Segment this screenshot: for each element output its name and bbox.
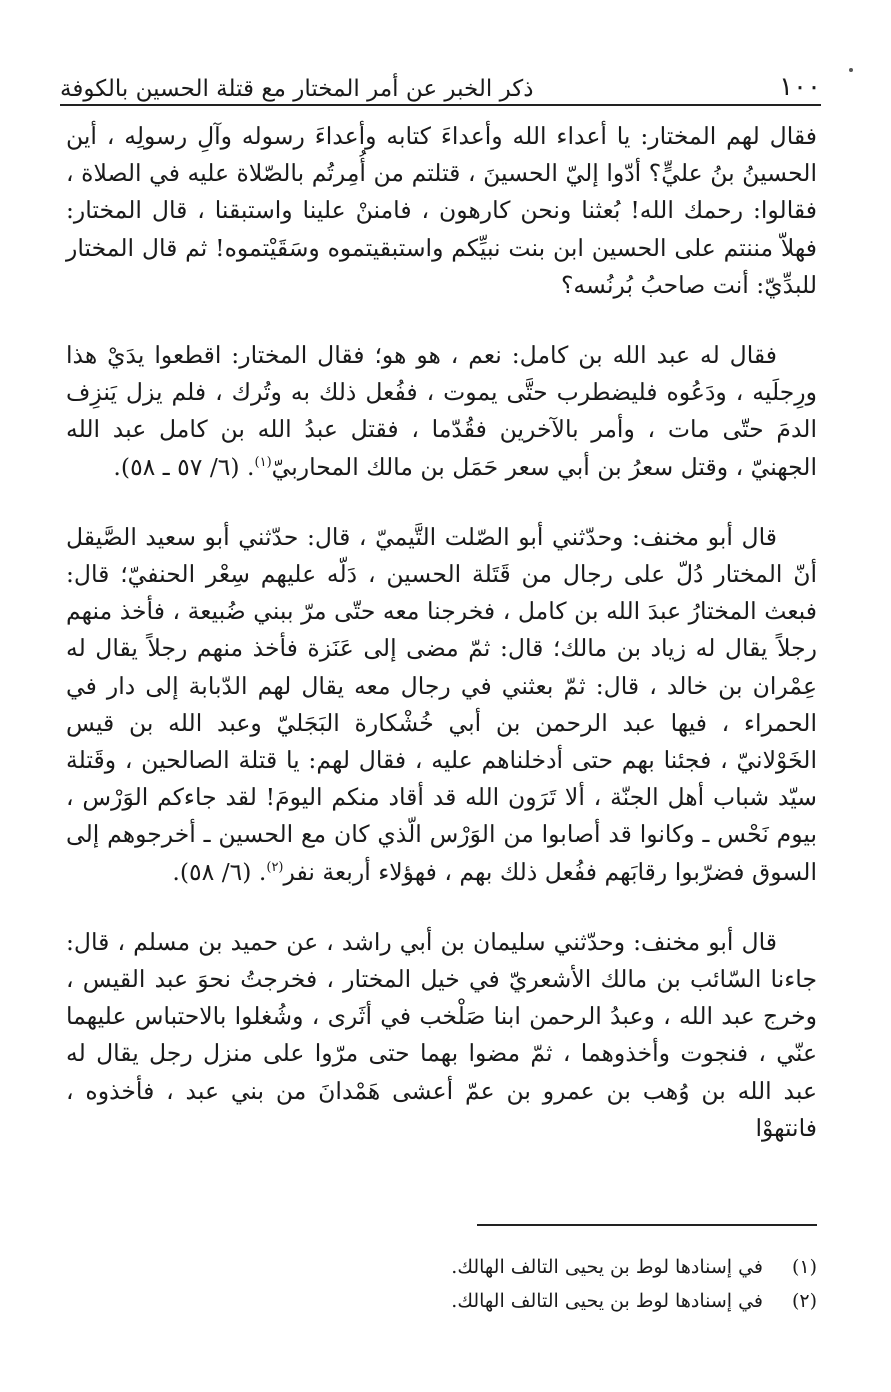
body-text xyxy=(66,118,817,1180)
paragraph-3 xyxy=(66,519,817,891)
paragraph-1 xyxy=(66,118,817,304)
header-rule xyxy=(60,104,821,106)
paragraph-3-text: قال أبو مخنف: وحدّثني أبو الصّلت التَّيميّ ، قال: حدّثني أبو سعيد الصَّيقل أنّ المختار دُلّ على رجال من قَتَلة الحسين ، دَلّه عليهم سِعْر الحنفيّ؛ قال: فبعث المختارُ عبدَ الله بن كامل ، فخرجنا معه حتّى مرّ ببني ضُبيعة ، فأخذ منهم رجلاً يقال له زياد بن مالك؛ قال: ثمّ مضى إلى عَنَزة فأخذ منهم رجلاً يقال له عِمْران بن خالد ، قال: ثمّ بعثني في رجال معه يقال لهم الدّبابة إلى دار في الحمراء ، فيها عبد الرحمن بن أبي خُشْكارة البَجَليّ وعبد الله بن قيس الخَوْلانيّ ، فجئنا بهم حتى أدخلناهم عليه ، فقال لهم: يا قتلة الصالحين ، وقَتلة سيّد شباب أهل الجنّة ، ألا تَرَون الله قد أقاد منكم اليومَ! لقد جاءكم الوَرْس ، بيوم نَحْس ـ وكانوا قد أصابوا من الوَرْس الّذي كان مع الحسين ـ أخرجوهم إلى السوق فضرّبوا رقابَهم ففُعل ذلك بهم ، فهؤلاء أربعة نفر xyxy=(66,522,817,886)
footnote-rule xyxy=(477,1224,817,1226)
paragraph-1-text: فقال لهم المختار: يا أعداء الله وأعداءَ كتابه وأعداءَ رسوله وآلِ رسولِه ، أين الحسينُ بنُ عليٍّ؟ أدّوا إليّ الحسينَ ، قتلتم من أُمِرتُم بالصّلاة عليه في الصلاة ، فقالوا: رحمك الله! بُعثنا ونحن كارهون ، فامننْ علينا واستبقنا ، قال المختار: فهلاّ مننتم على الحسين ابن بنت نبيِّكم واستبقيتموه وسَقَيْتموه! ثم قال المختار للبدِّيّ: أنت صاحبُ بُرنُسه؟ xyxy=(66,122,817,299)
paragraph-2-text: فقال له عبد الله بن كامل: نعم ، هو هو؛ فقال المختار: اقطعوا يدَيْ هذا ورِجلَيه ، ودَعُوه فليضطرب حتَّى يموت ، ففُعل ذلك به وتُرك ، فلم يزل يَنزِف الدمَ حتّى مات ، وأمر بالآخرين فقُدّما ، فقتل عبدُ الله بن كامل عبد الله الجهنيّ ، وقتل سعرُ بن أبي سعر حَمَل بن مالك المحاربيّ xyxy=(66,341,817,481)
footnote-item xyxy=(300,1284,817,1318)
footnote-ref-2[interactable]: (٢) xyxy=(266,859,284,875)
paragraph-4 xyxy=(66,924,817,1147)
corner-dot-mark xyxy=(849,68,853,72)
paragraph-3-citation: . (٦/ ٥٨). xyxy=(172,857,267,886)
footnote-marker: (٢) xyxy=(791,1290,817,1312)
paragraph-2 xyxy=(66,337,817,486)
footnote-ref-1[interactable]: (١) xyxy=(254,454,272,470)
header-title: ذكر الخبر عن أمر المختار مع قتلة الحسين بالكوفة xyxy=(60,76,534,102)
footnote-item xyxy=(300,1250,817,1284)
paragraph-2-citation: . (٦/ ٥٧ ـ ٥٨). xyxy=(113,452,255,481)
running-header xyxy=(60,58,821,102)
footnote-marker: (١) xyxy=(791,1256,817,1278)
footnote-text: في إسنادها لوط بن يحيى التالف الهالك. xyxy=(451,1256,763,1278)
paragraph-4-text: قال أبو مخنف: وحدّثني سليمان بن أبي راشد ، عن حميد بن مسلم ، قال: جاءنا السّائب بن مالك الأشعريّ في خيل المختار ، فخرجتُ نحوَ عبد القيس ، وخرج عبد الله ، وعبدُ الرحمن ابنا صَلْخب في أثَرى ، وشُغلوا بالاحتباس عليهما عنّي ، فنجوت وأخذوهما ، ثمّ مضوا بهما حتى مرّوا على منزل رجل يقال له عبد الله بن وُهب بن عمرو بن عمّ أعشى هَمْدانَ من بني عبد ، فأخذوه ، فانتهوْا xyxy=(66,927,817,1142)
page-number: ١٠٠ xyxy=(779,72,821,102)
footnotes xyxy=(300,1250,817,1318)
footnote-text: في إسنادها لوط بن يحيى التالف الهالك. xyxy=(451,1290,763,1312)
